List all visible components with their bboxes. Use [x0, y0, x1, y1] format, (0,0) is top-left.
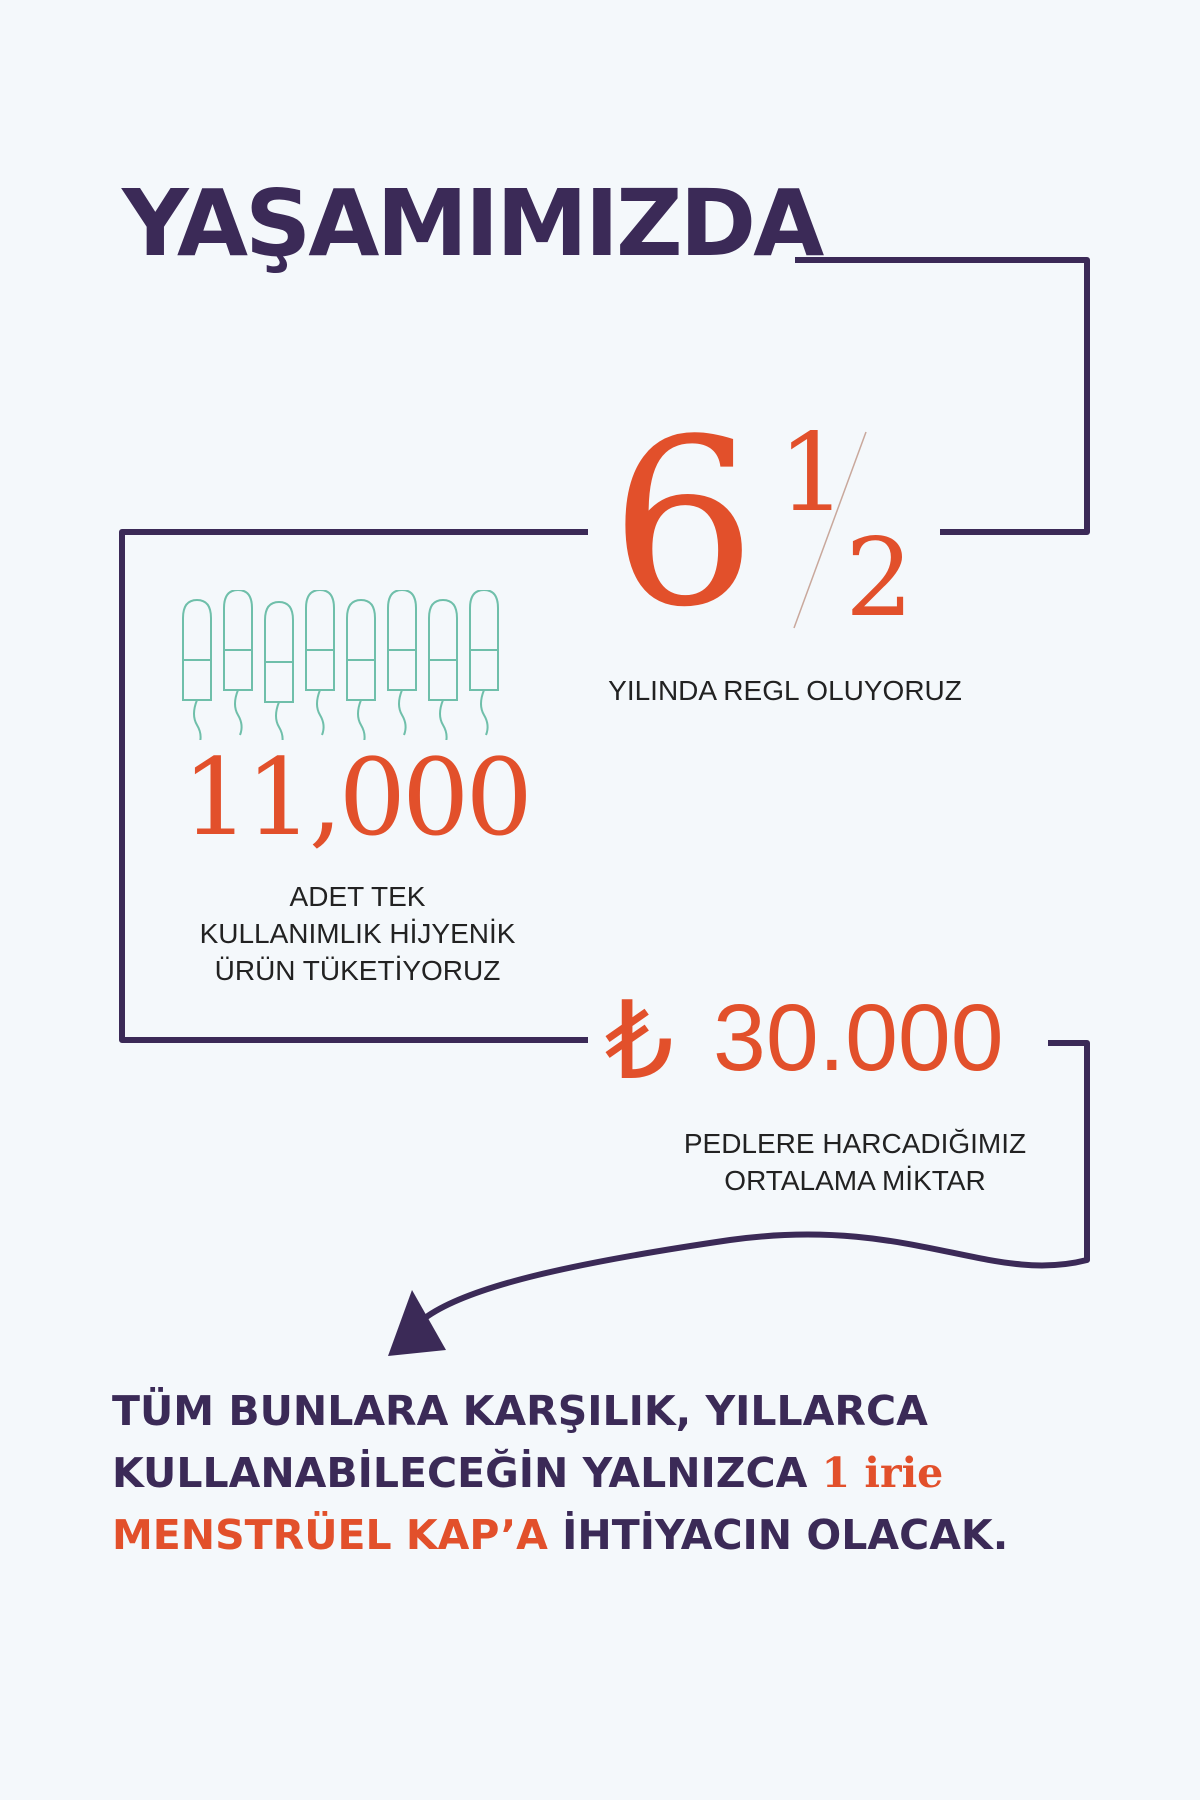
caption-line: PEDLERE HARCADIĞIMIZ — [683, 1128, 1027, 1159]
closing-part-1: TÜM BUNLARA KARŞILIK, YILLARCA KULLANABİLECEĞİN YALNIZCA — [112, 1387, 928, 1497]
stat-spending-caption — [645, 1125, 1065, 1199]
tampon-icon — [429, 600, 457, 740]
caption-line: KULLANIMLIK HİJYENİK — [199, 918, 516, 949]
caption-line: ADET TEK — [289, 881, 426, 912]
stat-products-caption — [170, 878, 545, 989]
tampon-icon — [388, 590, 416, 735]
caption-line: ORTALAMA MİKTAR — [724, 1165, 986, 1196]
tampon-icons — [175, 590, 515, 740]
fraction-whole: 6 — [610, 391, 757, 658]
tampon-icon — [470, 590, 498, 735]
caption-line: ÜRÜN TÜKETİYORUZ — [214, 955, 501, 986]
arrow-head-icon — [388, 1290, 446, 1356]
closing-part-2: İHTİYACIN OLACAK. — [562, 1511, 1009, 1559]
curve-line — [425, 1235, 1087, 1318]
tampon-icon — [265, 602, 293, 740]
stat-products-value: 11,000 — [182, 736, 529, 859]
tampon-icon — [224, 590, 252, 735]
stat-years-fraction — [610, 391, 940, 658]
page-heading: YAŞAMIMIZDA — [122, 170, 822, 277]
stat-years-caption: YILINDA REGL OLUYORUZ — [608, 675, 962, 706]
closing-message — [112, 1380, 1112, 1566]
lira-icon: ₺ — [605, 979, 674, 1104]
tampon-icon — [183, 600, 211, 740]
stat-spending — [605, 979, 1045, 1104]
closing-highlight-brand: 1 irie — [821, 1449, 944, 1497]
tampon-icon — [306, 590, 334, 735]
stat-spending-value: 30.000 — [713, 985, 1004, 1091]
tampon-icon — [347, 600, 375, 740]
closing-highlight-product: MENSTRÜEL KAP’A — [112, 1511, 548, 1559]
fraction-numerator: 1 — [778, 411, 847, 536]
fraction-denominator: 2 — [845, 516, 914, 641]
